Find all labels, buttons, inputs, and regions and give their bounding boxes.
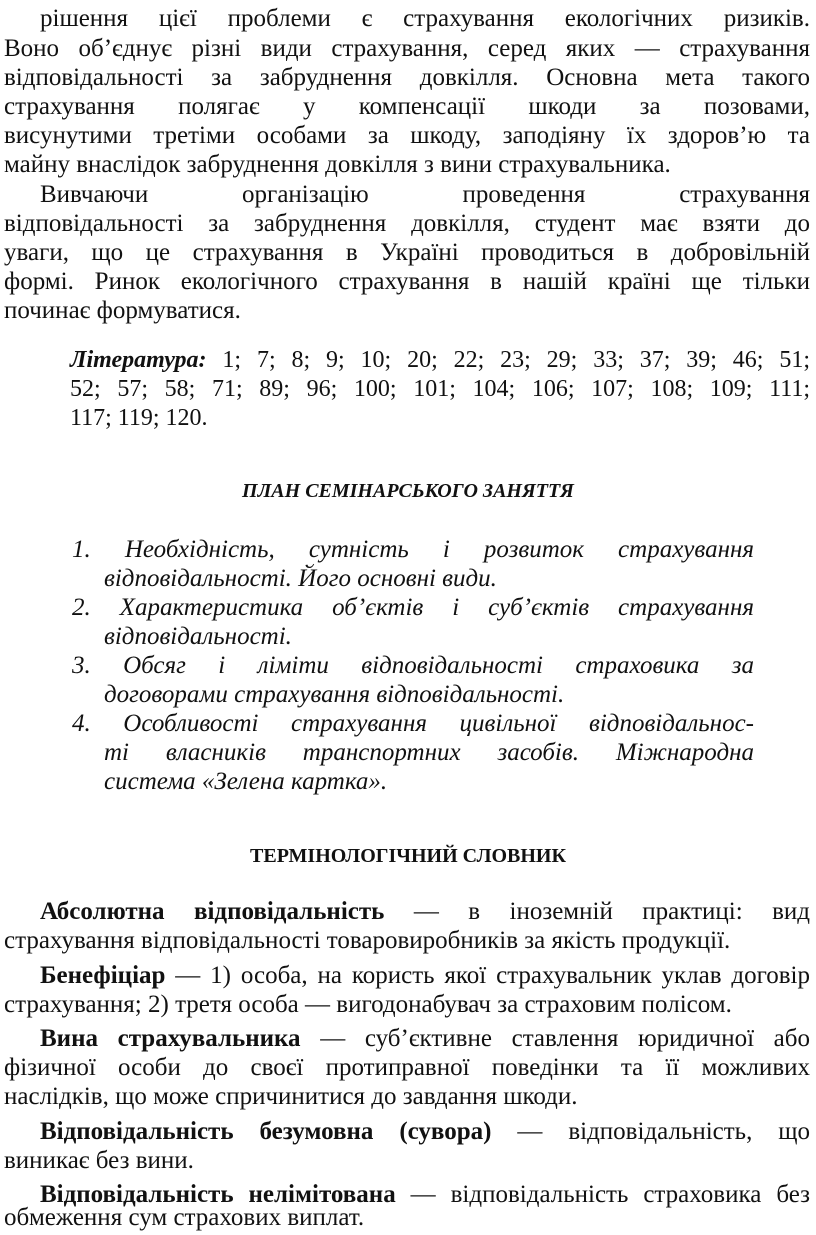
glossary-entry-line (40, 897, 810, 927)
glossary-term: Відповідальність нелімітована (40, 1181, 396, 1208)
glossary-definition-line: виникає без вини. (4, 1147, 194, 1174)
glossary-heading: ТЕРМІНОЛОГІЧНИЙ СЛОВНИК (250, 845, 566, 867)
text-line: формі. Ринок екологічного страхування в нашій країні ще тільки (4, 268, 810, 295)
literature-line (70, 345, 810, 375)
glossary-definition: — відповідальність, що (491, 1118, 810, 1145)
text-line: відповідальності за забруднення довкілля, студент має взяти до (4, 210, 810, 237)
glossary-definition: — 1) особа, на користь якої страхувальник уклав договір (165, 962, 810, 989)
plan-item-continuation: договорами страхування відповідальності. (104, 681, 565, 708)
glossary-entry-line (40, 961, 810, 991)
glossary-definition: — відповідальність страховика без (395, 1181, 810, 1208)
glossary-entry-line (40, 1117, 810, 1147)
glossary-definition-line: фізичної особи до своєї протиправної поведінки та її можливих (4, 1054, 810, 1081)
plan-item: 1. Необхідність, сутність і розвиток страхування (72, 536, 754, 563)
text-line: починає формуватися. (4, 297, 241, 324)
plan-item-continuation: відповідальності. (104, 623, 292, 650)
glossary-term: Відповідальність безумовна (сувора) (40, 1118, 492, 1145)
glossary-entry-line (40, 1024, 810, 1054)
glossary-definition: — суб’єктивне ставлення юридичної або (300, 1025, 810, 1052)
plan-item: 4. Особливості страхування цивільної відповідальнос- (72, 710, 754, 737)
glossary-definition: — в іноземній практиці: вид (384, 898, 810, 925)
glossary-definition-line: страхування; 2) третя особа — вигодонабувач за страховим полісом. (4, 991, 732, 1018)
plan-item-continuation: система «Зелена картка». (104, 768, 388, 795)
literature-numbers: 1; 7; 8; 9; 10; 20; 22; 23; 29; 33; 37; 39; 46; 51; (222, 347, 811, 373)
plan-item: 2. Характеристика об’єктів і суб’єктів страхування (72, 594, 754, 621)
text-line: Вивчаючи організацію проведення страхування (40, 181, 810, 208)
glossary-term: Вина страхувальника (40, 1025, 301, 1052)
literature-label: Література: (70, 347, 207, 373)
text-line: страхування полягає у компенсації шкоди за позовами, (4, 93, 810, 120)
literature-line: 117; 119; 120. (70, 405, 208, 431)
glossary-definition-line: обмеження сум страхових виплат. (4, 1204, 365, 1231)
plan-item-continuation: ті власників транспортних засобів. Міжнародна (104, 739, 754, 766)
text-line: відповідальності за забруднення довкілля. Основна мета такого (4, 64, 810, 91)
literature-line: 52; 57; 58; 71; 89; 96; 100; 101; 104; 106; 107; 108; 109; 111; (70, 376, 810, 402)
plan-item: 3. Обсяг і ліміти відповідальності страховика за (72, 652, 754, 679)
seminar-plan-heading: ПЛАН СЕМІНАРСЬКОГО ЗАНЯТТЯ (242, 480, 574, 502)
plan-item-continuation: відповідальності. Його основні види. (104, 565, 497, 592)
text-line: Воно об’єднує різні види страхування, серед яких — страхування (4, 35, 810, 62)
text-line: висунутими третіми особами за шкоду, заподіяну їх здоров’ю та (4, 122, 810, 149)
text-line: уваги, що це страхування в Україні проводиться в добровільній (4, 239, 810, 266)
text-line: рішення цієї проблеми є страхування екологічних ризиків. (40, 5, 810, 32)
text-line: майну внаслідок забруднення довкілля з вини страхувальника. (4, 151, 671, 178)
glossary-term: Бенефіціар (40, 962, 166, 989)
glossary-definition-line: страхування відповідальності товаровиробників за якість продукції. (4, 927, 731, 954)
glossary-definition-line: наслідків, що може спричинитися до завдання шкоди. (4, 1083, 578, 1110)
glossary-term: Абсолютна відповідальність (40, 898, 385, 925)
